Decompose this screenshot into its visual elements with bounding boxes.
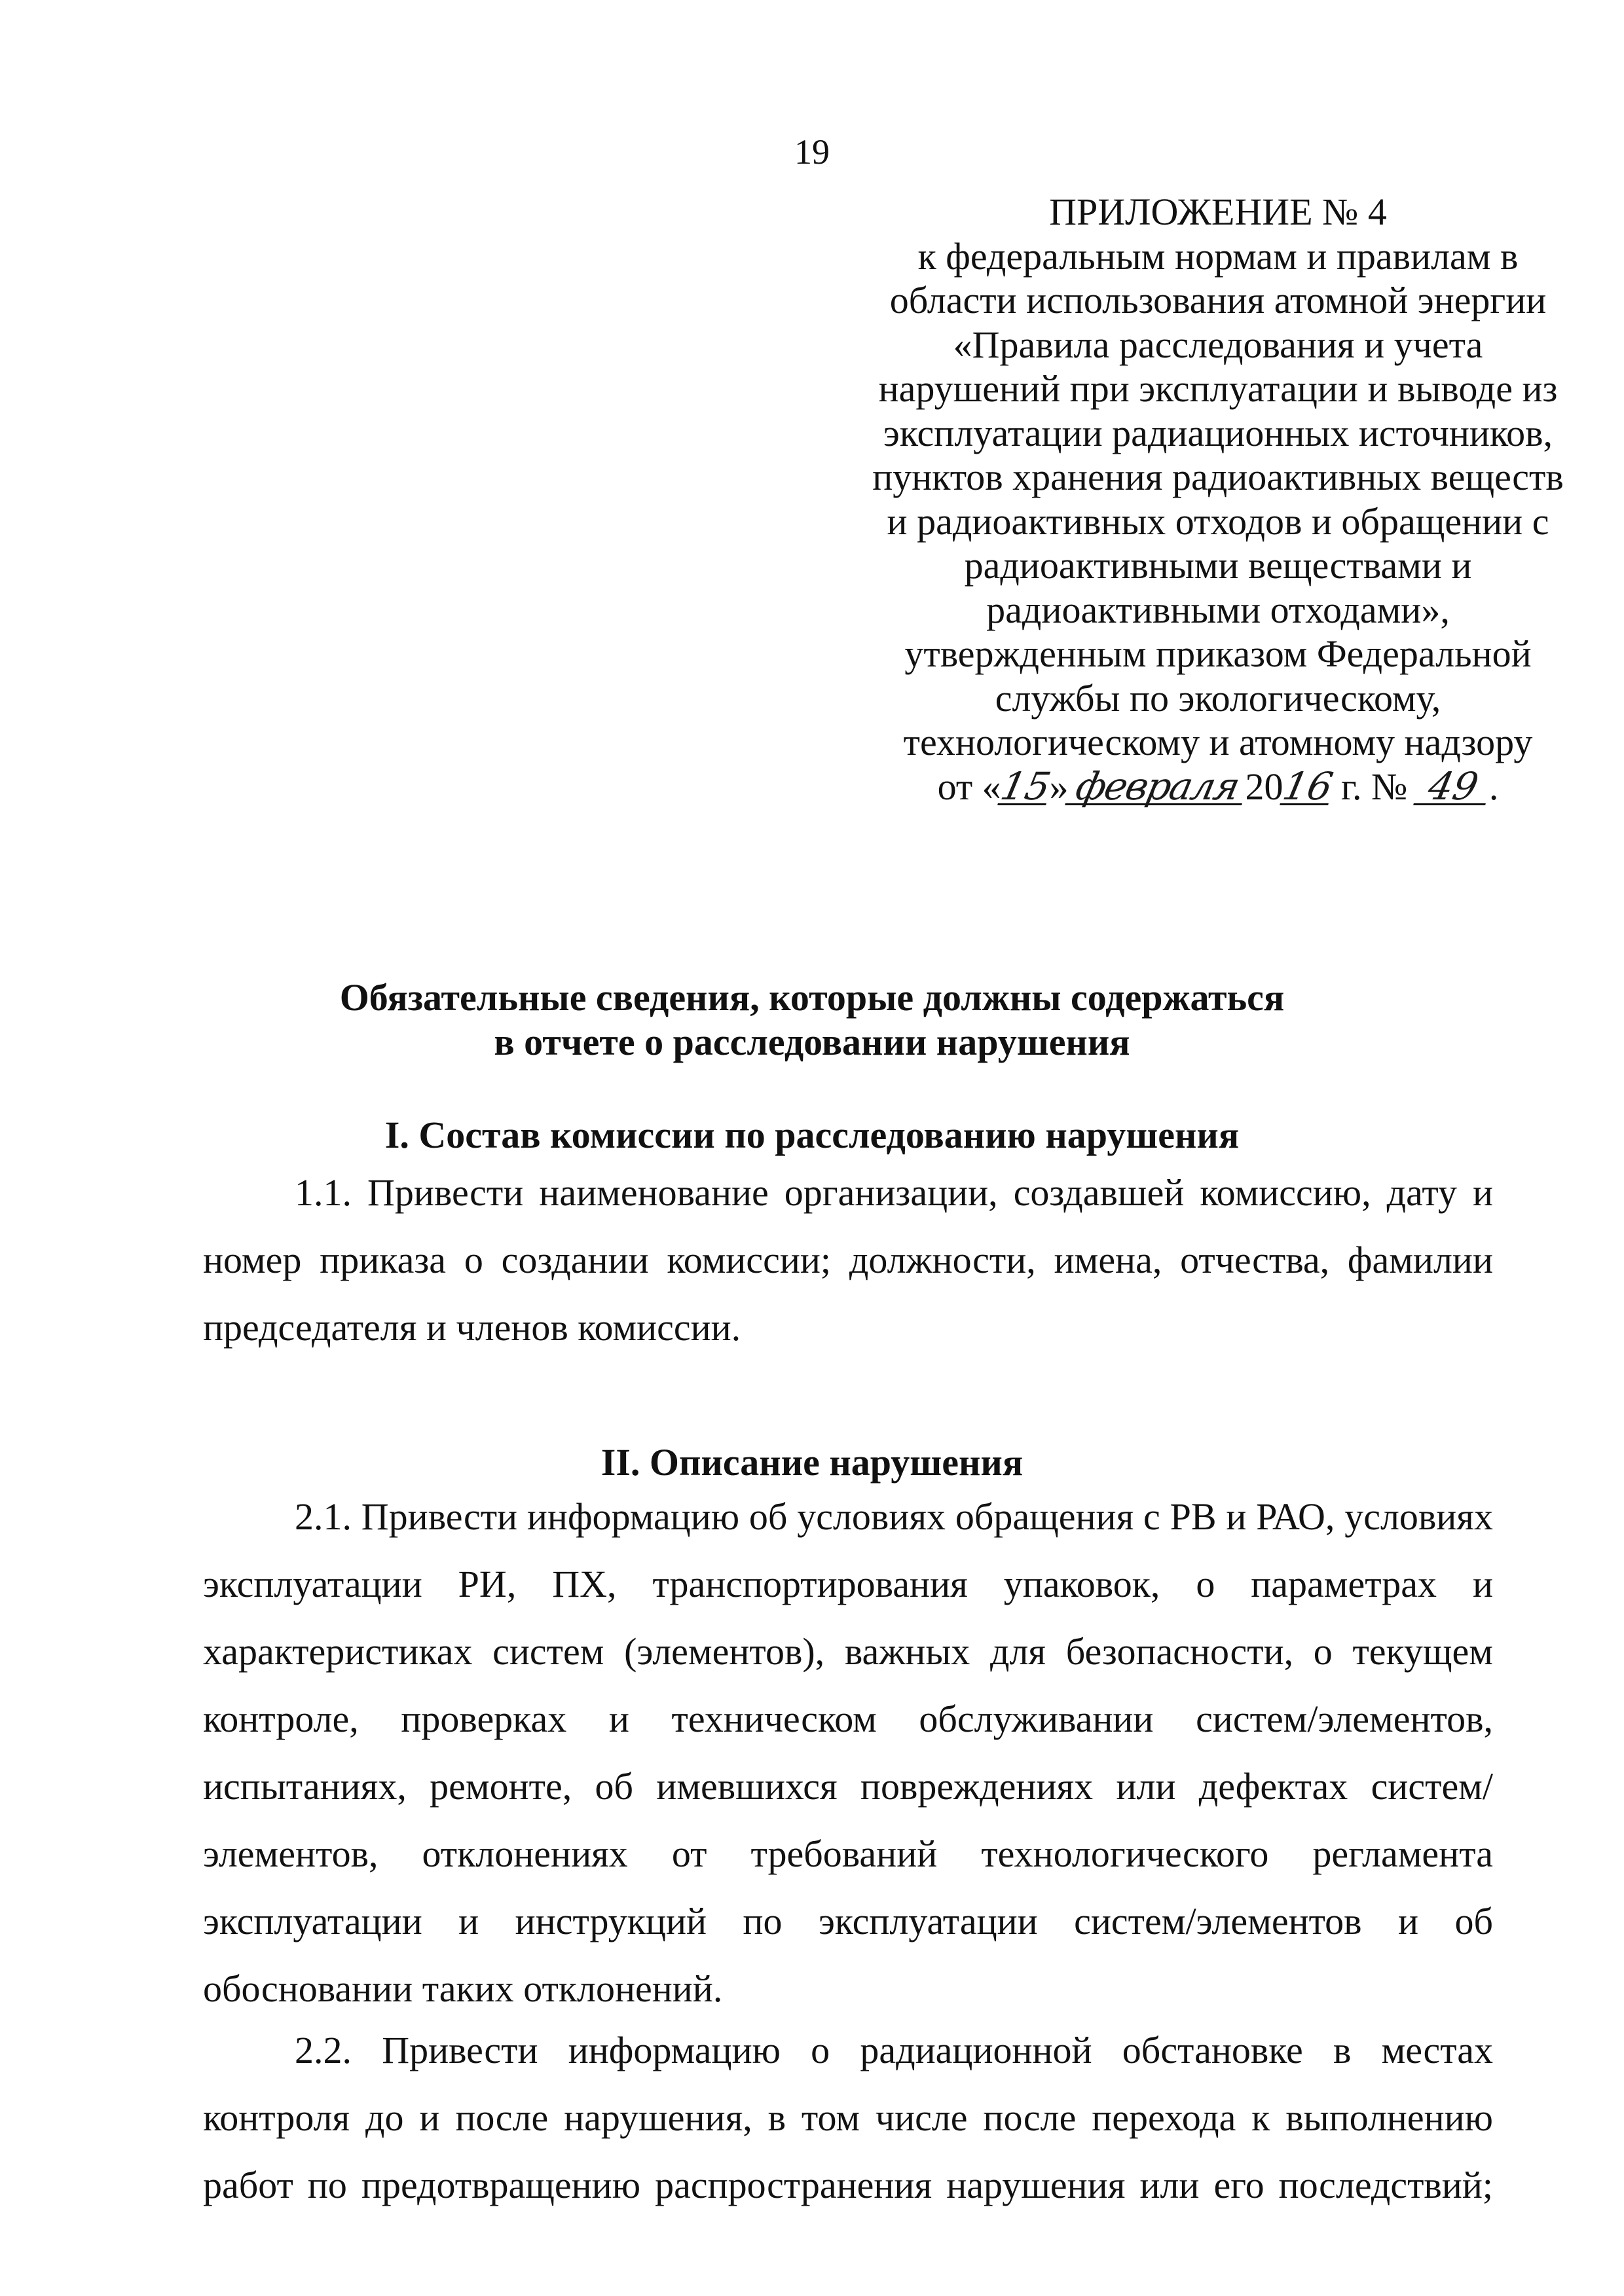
paragraph-2-1-text: 2.1. Привести информацию об условиях обращения с РВ и РАО, условиях эксплуатации РИ, ПХ, транспортирования упаковок, о параметрах и характеристиках систем (элементов), важных для безопасности, о текущем контроле, проверках и техническом обслуживании систем/элементов, испытаниях, ремонте, об имевшихся повреждениях или дефектах систем/элементов, отклонениях от требований технологического регламента эксплуатации и инструкций по эксплуатации систем/элементов и об обосновании таких отклонений.: [203, 1495, 1493, 2010]
appendix-line: пунктов хранения радиоактивных веществ: [872, 456, 1564, 498]
appendix-line: ПРИЛОЖЕНИЕ № 4: [1049, 191, 1387, 233]
appendix-line: утвержденным приказом Федеральной: [904, 632, 1532, 675]
appendix-line: области использования атомной энергии: [889, 279, 1547, 321]
title-line-1: Обязательные сведения, которые должны содержаться: [339, 976, 1285, 1019]
appendix-header: [832, 190, 1604, 809]
appendix-line: и радиоактивных отходов и обращении с: [887, 500, 1549, 543]
paragraph-2-1: [203, 1483, 1493, 2022]
appendix-line: «Правила расследования и учета: [953, 323, 1483, 366]
appendix-line: нарушений при эксплуатации и выводе из: [878, 367, 1558, 410]
number-label: г. №: [1331, 765, 1417, 808]
document-title: [131, 975, 1493, 1065]
handwritten-month: февраля: [1065, 769, 1249, 805]
appendix-line: к федеральным нормам и правилам в: [917, 234, 1519, 278]
paragraph-2-2: [203, 2016, 1493, 2219]
page-number: 19: [794, 132, 830, 172]
handwritten-order-number: 49: [1413, 769, 1493, 805]
appendix-line: радиоактивными отходами»,: [986, 588, 1450, 631]
date-end: .: [1488, 765, 1499, 808]
section-1-heading: I. Состав комиссии по расследованию нарушения: [384, 1114, 1240, 1156]
year-prefix: 20: [1245, 765, 1283, 808]
section-2-heading: II. Описание нарушения: [600, 1441, 1024, 1484]
date-prefix: от «: [937, 765, 1001, 808]
appendix-line: радиоактивными веществами и: [964, 544, 1472, 587]
title-line-2: в отчете о расследовании нарушения: [494, 1021, 1130, 1063]
handwritten-day: 15: [996, 763, 1055, 809]
appendix-line: технологическому и атомному надзору: [903, 721, 1533, 763]
handwritten-year: 16: [1278, 763, 1337, 809]
date-mid: »: [1049, 765, 1069, 808]
appendix-line: эксплуатации радиационных источников,: [883, 411, 1553, 454]
paragraph-1-1: [203, 1159, 1493, 1361]
order-date-line: [832, 765, 1604, 809]
paragraph-1-1-text: 1.1. Привести наименование организации, создавшей комиссию, дату и номер приказа о создании комиссии; должности, имена, отчества, фамилии председателя и членов комиссии.: [203, 1171, 1493, 1349]
appendix-line: службы по экологическому,: [995, 676, 1441, 720]
paragraph-2-2-text: 2.2. Привести информацию о радиационной обстановке в местах контроля до и после нарушения, в том числе после перехода к выполнению работ по предотвращению распространения нарушения или его последствий;: [203, 2029, 1493, 2206]
